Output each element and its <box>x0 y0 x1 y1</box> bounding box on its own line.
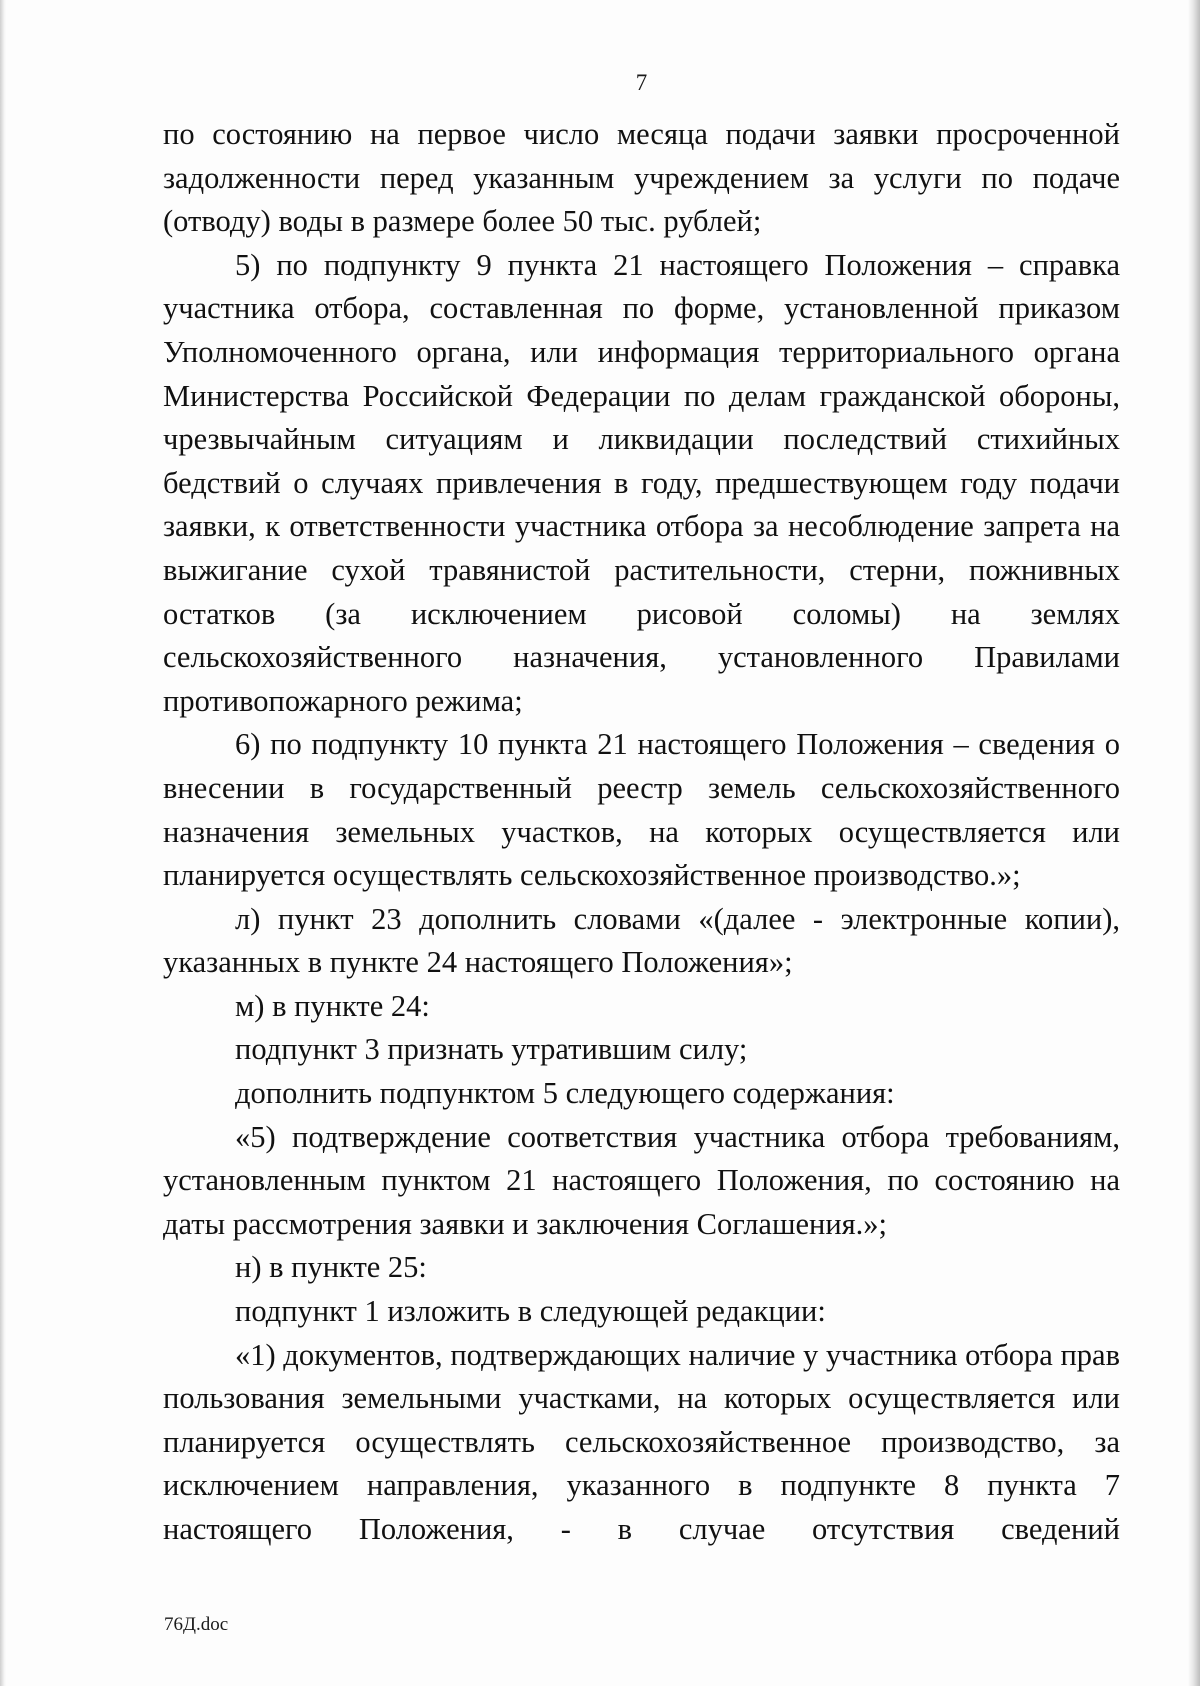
paragraph-item-5: 5) по подпункту 9 пункта 21 настоящего Положения – справка участника отбора, составленная по форме, установленной приказом Уполномоченного органа, или информация территориального органа Министерства Российской Федерации по делам гражданской обороны, чрезвычайным ситуациям и ликвидации последствий стихийных бедствий о случаях привлечения в году, предшествующем году подачи заявки, к ответственности участника отбора за несоблюдение запрета на выжигание сухой травянистой растительности, стерни, пожнивных остатков (за исключением рисовой соломы) на землях сельскохозяйственного назначения, установленного Правилами противопожарного режима; <box>163 247 1120 718</box>
paragraph-item-n: н) в пункте 25: <box>235 1250 427 1285</box>
scan-edge-left <box>0 0 6 1686</box>
paragraph-continuation: по состоянию на первое число месяца подачи заявки просроченной задолженности перед указанным учреждением за услуги по подаче (отводу) воды в размере более 50 тыс. рублей; <box>163 117 1120 239</box>
page-number: 7 <box>635 70 648 95</box>
paragraph-item-6: 6) по подпункту 10 пункта 21 настоящего Положения – сведения о внесении в государственный реестр земель сельскохозяйственного назначения земельных участков, на которых осуществляется или планируется осуществлять сельскохозяйственное производство.»; <box>163 727 1120 893</box>
paragraph-subitem-3: подпункт 3 признать утратившим силу; <box>235 1032 748 1067</box>
file-name-footer: 76Д.doc <box>164 1614 229 1635</box>
paragraph-quote-1: «1) документов, подтверждающих наличие у участника отбора прав пользования земельными участками, на которых осуществляется или планируется осуществлять сельскохозяйственное производство, за исключением направления, указанного в подпункте 8 пункта 7 настоящего Положения, - в случае отсутствия сведений <box>163 1337 1120 1546</box>
paragraph-item-m: м) в пункте 24: <box>235 988 430 1023</box>
paragraph-item-l: л) пункт 23 дополнить словами «(далее - электронные копии), указанных в пункте 24 настоящего Положения»; <box>163 901 1120 980</box>
scan-edge-right <box>1188 0 1200 1686</box>
paragraph-subitem-1: подпункт 1 изложить в следующей редакции: <box>235 1294 826 1329</box>
paragraph-add-subitem-5: дополнить подпунктом 5 следующего содержания: <box>235 1076 895 1111</box>
paragraph-quote-5: «5) подтверждение соответствия участника отбора требованиям, установленным пунктом 21 настоящего Положения, по состоянию на даты рассмотрения заявки и заключения Соглашения.»; <box>163 1119 1120 1241</box>
document-body <box>163 113 1120 1552</box>
